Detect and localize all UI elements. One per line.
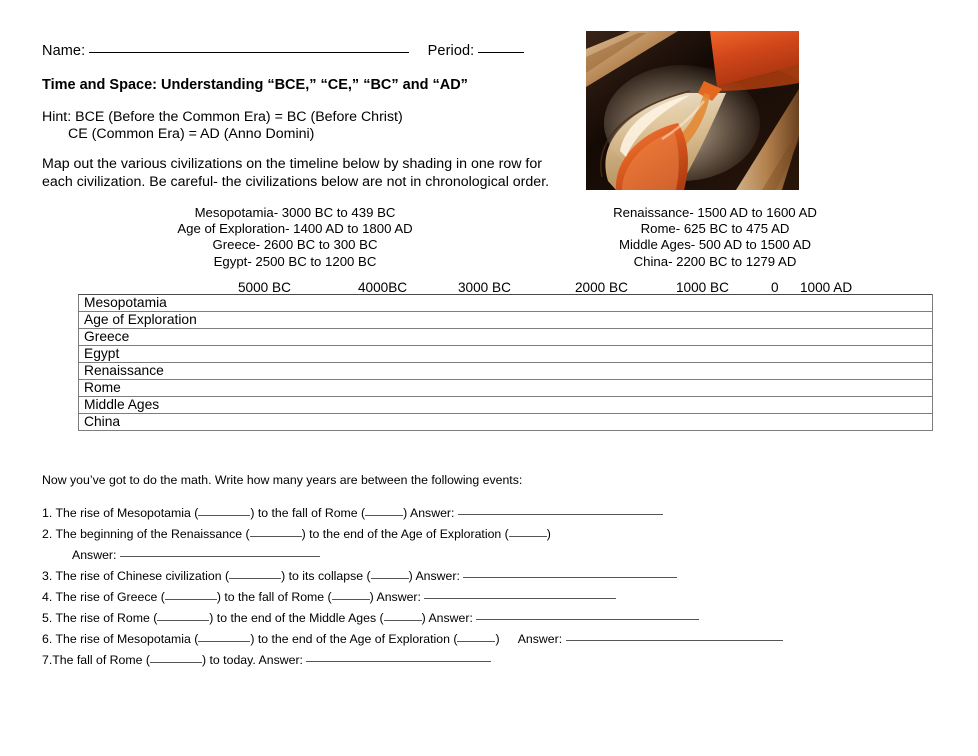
hint-line-1: Hint: BCE (Before the Common Era) = BC (Before Christ) bbox=[42, 109, 403, 125]
civilization-item: Mesopotamia- 3000 BC to 439 BC bbox=[194, 205, 396, 220]
question-number: 5. bbox=[42, 611, 53, 625]
scale-tick-label: 0 bbox=[771, 280, 779, 295]
scale-tick-label: 5000 BC bbox=[238, 280, 291, 295]
question-blank[interactable] bbox=[150, 662, 202, 663]
answer-label: Answer: bbox=[415, 569, 460, 583]
timeline-row-label[interactable]: Rome bbox=[79, 380, 933, 397]
question-blank[interactable] bbox=[198, 515, 250, 516]
table-row[interactable] bbox=[79, 346, 933, 363]
answer-blank[interactable] bbox=[566, 640, 783, 641]
question-text: ) bbox=[403, 506, 408, 520]
answer-label: Answer: bbox=[376, 590, 421, 604]
scale-tick-label: 3000 BC bbox=[458, 280, 511, 295]
timeline-row-label[interactable]: Greece bbox=[79, 329, 933, 346]
answer-label: Answer: bbox=[410, 506, 455, 520]
question-blank[interactable] bbox=[165, 599, 217, 600]
question-2-answer bbox=[72, 548, 320, 562]
question-text: The beginning of the Renaissance ( bbox=[55, 527, 250, 541]
scale-tick-label: 1000 AD bbox=[800, 280, 853, 295]
question-text: ) bbox=[369, 590, 374, 604]
scale-tick-label: 4000BC bbox=[358, 280, 408, 295]
civilization-list-right bbox=[570, 205, 860, 270]
question-blank[interactable] bbox=[198, 641, 250, 642]
question-number: 6. bbox=[42, 632, 53, 646]
question-1 bbox=[42, 506, 663, 520]
question-text: The fall of Rome ( bbox=[52, 653, 150, 667]
question-text: ) bbox=[421, 611, 426, 625]
hourglass-illustration bbox=[586, 31, 799, 190]
question-blank[interactable] bbox=[157, 620, 209, 621]
answer-blank[interactable] bbox=[424, 598, 616, 599]
period-input-blank[interactable] bbox=[478, 52, 524, 53]
civilization-item: Rome- 625 BC to 475 AD bbox=[640, 221, 790, 237]
table-row[interactable] bbox=[79, 363, 933, 380]
table-row[interactable] bbox=[79, 414, 933, 431]
question-text: ) to today. bbox=[202, 653, 256, 667]
question-text: ) to the end of the Age of Exploration ( bbox=[301, 527, 509, 541]
table-row[interactable] bbox=[79, 380, 933, 397]
question-blank[interactable] bbox=[229, 578, 281, 579]
question-text: ) to the end of the Age of Exploration ( bbox=[250, 632, 458, 646]
question-text: ) to the end of the Middle Ages ( bbox=[209, 611, 384, 625]
question-5 bbox=[42, 611, 699, 625]
page-title: Time and Space: Understanding “BCE,” “CE,” “BC” and “AD” bbox=[42, 77, 468, 93]
question-number: 1. bbox=[42, 506, 53, 520]
answer-label: Answer: bbox=[517, 632, 563, 646]
civilization-item: China- 2200 BC to 1279 AD bbox=[633, 253, 797, 269]
timeline-row-label[interactable]: Egypt bbox=[79, 346, 933, 363]
math-section-intro: Now you’ve got to do the math. Write how many years are between the following events: bbox=[42, 473, 523, 487]
question-number: 2. bbox=[42, 527, 53, 541]
question-6 bbox=[42, 632, 783, 646]
timeline-row-label[interactable]: China bbox=[79, 414, 933, 431]
hint-block bbox=[42, 109, 403, 143]
question-text: ) bbox=[495, 632, 500, 646]
question-number: 3. bbox=[42, 569, 53, 583]
question-blank[interactable] bbox=[457, 641, 495, 642]
answer-blank[interactable] bbox=[463, 577, 677, 578]
timeline-row-label[interactable]: Middle Ages bbox=[79, 397, 933, 414]
table-row[interactable] bbox=[79, 397, 933, 414]
name-label: Name: bbox=[42, 43, 86, 59]
question-3 bbox=[42, 569, 677, 583]
civilization-list-left bbox=[150, 205, 440, 270]
name-period-line bbox=[42, 43, 524, 59]
period-label: Period: bbox=[427, 43, 475, 59]
question-blank[interactable] bbox=[365, 515, 403, 516]
answer-blank[interactable] bbox=[476, 619, 699, 620]
question-text: The rise of Greece ( bbox=[55, 590, 165, 604]
scale-tick-label: 2000 BC bbox=[575, 280, 628, 295]
question-text: ) to its collapse ( bbox=[281, 569, 371, 583]
question-text: ) to the fall of Rome ( bbox=[216, 590, 332, 604]
hint-line-2: CE (Common Era) = AD (Anno Domini) bbox=[68, 126, 315, 142]
question-text: ) bbox=[408, 569, 413, 583]
civilization-item: Middle Ages- 500 AD to 1500 AD bbox=[618, 237, 812, 253]
question-2 bbox=[42, 527, 551, 541]
civilization-item: Age of Exploration- 1400 AD to 1800 AD bbox=[177, 221, 413, 237]
answer-blank[interactable] bbox=[458, 514, 663, 515]
instructions-text: Map out the various civilizations on the timeline below by shading in one row for each civilization. Be careful- the civilizations below are not in chronological order. bbox=[42, 156, 550, 190]
answer-label: Answer: bbox=[428, 611, 473, 625]
hourglass-photo bbox=[586, 31, 799, 190]
civilization-item: Egypt- 2500 BC to 1200 BC bbox=[213, 253, 377, 269]
question-number: 4. bbox=[42, 590, 53, 604]
civilization-item: Greece- 2600 BC to 300 BC bbox=[212, 237, 378, 253]
question-text: The rise of Chinese civilization ( bbox=[55, 569, 230, 583]
scale-tick-label: 1000 BC bbox=[676, 280, 729, 295]
timeline-row-label[interactable]: Age of Exploration bbox=[79, 312, 933, 329]
question-text: ) to the fall of Rome ( bbox=[250, 506, 366, 520]
answer-blank[interactable] bbox=[306, 661, 491, 662]
question-text: ) bbox=[546, 527, 551, 541]
question-blank[interactable] bbox=[371, 578, 409, 579]
question-blank[interactable] bbox=[509, 536, 547, 537]
question-blank[interactable] bbox=[384, 620, 422, 621]
table-row[interactable] bbox=[79, 295, 933, 312]
question-blank[interactable] bbox=[250, 536, 302, 537]
timeline-table[interactable] bbox=[78, 294, 933, 431]
timeline-row-label[interactable]: Renaissance bbox=[79, 363, 933, 380]
timeline-row-label[interactable]: Mesopotamia bbox=[79, 295, 933, 312]
question-blank[interactable] bbox=[332, 599, 370, 600]
table-row[interactable] bbox=[79, 312, 933, 329]
answer-blank[interactable] bbox=[120, 556, 320, 557]
question-text: The rise of Mesopotamia ( bbox=[55, 506, 199, 520]
question-number: 7. bbox=[42, 653, 53, 667]
civilization-item: Renaissance- 1500 AD to 1600 AD bbox=[613, 205, 817, 220]
name-input-blank[interactable] bbox=[89, 52, 409, 53]
table-row[interactable] bbox=[79, 329, 933, 346]
question-text: The rise of Rome ( bbox=[55, 611, 158, 625]
answer-label: Answer: bbox=[72, 548, 117, 562]
question-4 bbox=[42, 590, 616, 604]
answer-label: Answer: bbox=[258, 653, 303, 667]
question-text: The rise of Mesopotamia ( bbox=[55, 632, 199, 646]
question-7 bbox=[42, 653, 491, 667]
